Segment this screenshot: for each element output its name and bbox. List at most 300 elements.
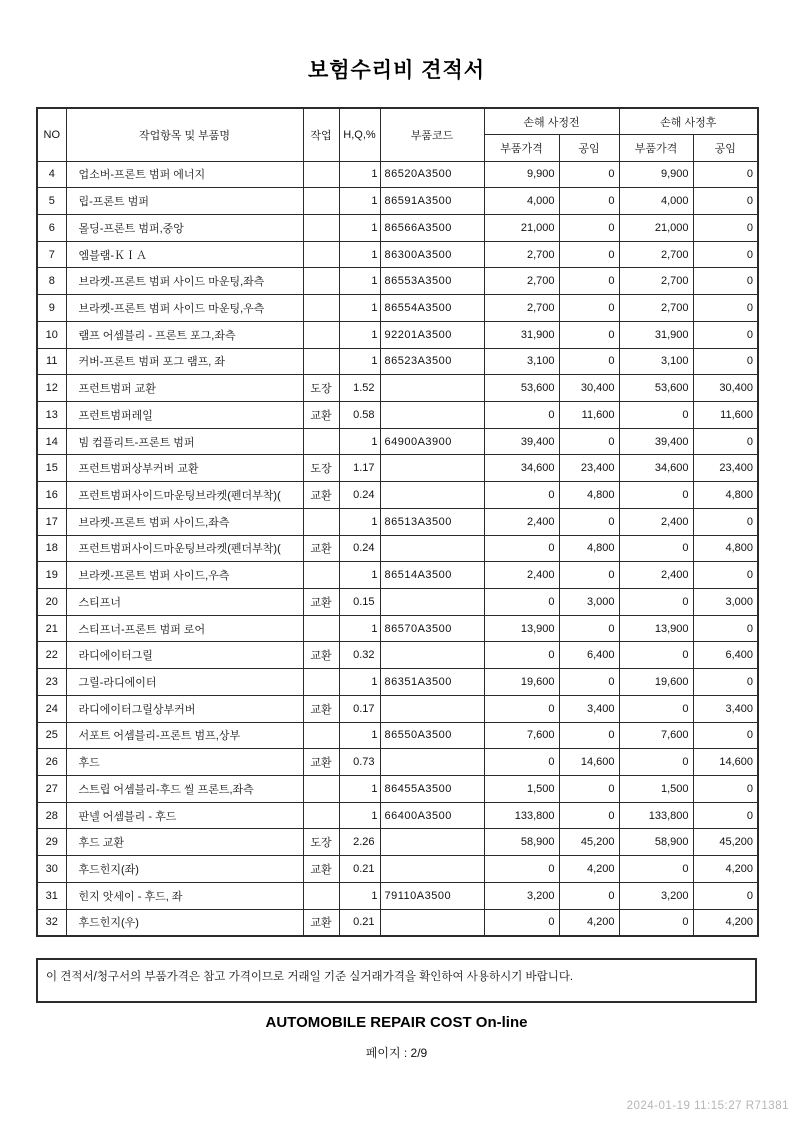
cell-item-name: 브라켓-프론트 범퍼 사이드,우측 xyxy=(66,562,303,589)
cell-post-labor: 6,400 xyxy=(693,642,758,669)
cell-part-code: 64900A3900 xyxy=(380,428,484,455)
cell-item-name: 그릴-라디에이터 xyxy=(66,669,303,696)
cell-post-part-price: 21,000 xyxy=(619,214,693,241)
cell-part-code xyxy=(380,455,484,482)
cell-post-part-price: 0 xyxy=(619,695,693,722)
cell-post-part-price: 39,400 xyxy=(619,428,693,455)
cell-pre-labor: 0 xyxy=(559,776,619,803)
cell-pre-labor: 0 xyxy=(559,188,619,215)
cell-pre-labor: 4,800 xyxy=(559,482,619,509)
cell-post-part-price: 2,400 xyxy=(619,562,693,589)
cell-post-part-price: 3,200 xyxy=(619,882,693,909)
cell-item-name: 스티프너 xyxy=(66,589,303,616)
col-header-post-labor: 공임 xyxy=(693,135,758,162)
cell-work-type xyxy=(303,321,339,348)
cell-work-type: 교환 xyxy=(303,749,339,776)
cell-part-code xyxy=(380,749,484,776)
cell-no: 25 xyxy=(37,722,66,749)
cell-hq-value: 1.52 xyxy=(339,375,380,402)
cell-post-labor: 11,600 xyxy=(693,401,758,428)
cell-hq-value: 1 xyxy=(339,615,380,642)
table-row xyxy=(37,268,758,295)
cell-post-part-price: 2,400 xyxy=(619,508,693,535)
cell-hq-value: 1 xyxy=(339,508,380,535)
cell-item-name: 엠블램-ＫＩＡ xyxy=(66,241,303,268)
cell-no: 9 xyxy=(37,295,66,322)
cell-work-type: 교환 xyxy=(303,401,339,428)
cell-hq-value: 0.21 xyxy=(339,856,380,883)
cell-post-labor: 4,800 xyxy=(693,482,758,509)
cell-pre-part-price: 2,400 xyxy=(484,508,559,535)
cell-post-labor: 0 xyxy=(693,348,758,375)
cell-item-name: 후드힌지(우) xyxy=(66,909,303,936)
cell-no: 5 xyxy=(37,188,66,215)
cell-part-code: 79110A3500 xyxy=(380,882,484,909)
cell-post-labor: 23,400 xyxy=(693,455,758,482)
cell-no: 21 xyxy=(37,615,66,642)
cell-work-type xyxy=(303,802,339,829)
col-header-no: NO xyxy=(37,108,66,161)
cell-post-labor: 45,200 xyxy=(693,829,758,856)
cell-hq-value: 1 xyxy=(339,241,380,268)
table-row xyxy=(37,695,758,722)
table-row xyxy=(37,188,758,215)
col-header-pre-assessment: 손해 사정전 xyxy=(484,108,619,135)
table-row xyxy=(37,214,758,241)
cell-pre-labor: 3,400 xyxy=(559,695,619,722)
cell-part-code: 86523A3500 xyxy=(380,348,484,375)
cell-pre-labor: 11,600 xyxy=(559,401,619,428)
cell-pre-labor: 30,400 xyxy=(559,375,619,402)
cell-hq-value: 1.17 xyxy=(339,455,380,482)
cell-post-labor: 0 xyxy=(693,295,758,322)
cell-pre-part-price: 3,100 xyxy=(484,348,559,375)
cell-no: 30 xyxy=(37,856,66,883)
cell-pre-labor: 3,000 xyxy=(559,589,619,616)
cell-hq-value: 1 xyxy=(339,776,380,803)
cell-post-labor: 0 xyxy=(693,669,758,696)
cell-post-part-price: 0 xyxy=(619,909,693,936)
cell-post-part-price: 4,000 xyxy=(619,188,693,215)
cell-work-type: 교환 xyxy=(303,856,339,883)
header-row-top xyxy=(37,108,758,135)
cell-post-labor: 0 xyxy=(693,188,758,215)
cell-pre-part-price: 19,600 xyxy=(484,669,559,696)
cell-item-name: 빔 컴플리트-프론트 범퍼 xyxy=(66,428,303,455)
cell-part-code: 86351A3500 xyxy=(380,669,484,696)
cell-part-code xyxy=(380,482,484,509)
cell-pre-part-price: 0 xyxy=(484,749,559,776)
cell-item-name: 스트립 어셈블리-후드 씰 프론트,좌측 xyxy=(66,776,303,803)
cell-pre-labor: 0 xyxy=(559,321,619,348)
cell-no: 26 xyxy=(37,749,66,776)
cell-no: 13 xyxy=(37,401,66,428)
table-row xyxy=(37,562,758,589)
cell-hq-value: 0.21 xyxy=(339,909,380,936)
cell-post-labor: 0 xyxy=(693,508,758,535)
cell-part-code xyxy=(380,535,484,562)
cell-hq-value: 1 xyxy=(339,268,380,295)
cell-item-name: 몰딩-프론트 범퍼,중앙 xyxy=(66,214,303,241)
cell-work-type: 교환 xyxy=(303,695,339,722)
cell-post-labor: 0 xyxy=(693,776,758,803)
cell-part-code: 86554A3500 xyxy=(380,295,484,322)
cell-no: 28 xyxy=(37,802,66,829)
table-row xyxy=(37,508,758,535)
cell-part-code: 86514A3500 xyxy=(380,562,484,589)
cell-item-name: 업소버-프론트 범퍼 에너지 xyxy=(66,161,303,188)
cell-pre-part-price: 13,900 xyxy=(484,615,559,642)
cell-part-code: 86300A3500 xyxy=(380,241,484,268)
page-number: 페이지 : 2/9 xyxy=(365,1046,428,1060)
cell-hq-value: 0.24 xyxy=(339,535,380,562)
cell-pre-labor: 0 xyxy=(559,508,619,535)
cell-pre-labor: 14,600 xyxy=(559,749,619,776)
cell-work-type: 교환 xyxy=(303,642,339,669)
cell-post-labor: 0 xyxy=(693,268,758,295)
table-row xyxy=(37,615,758,642)
cell-post-part-price: 58,900 xyxy=(619,829,693,856)
cell-pre-part-price: 1,500 xyxy=(484,776,559,803)
cell-hq-value: 1 xyxy=(339,428,380,455)
cell-part-code: 86553A3500 xyxy=(380,268,484,295)
table-row xyxy=(37,776,758,803)
table-row xyxy=(37,909,758,936)
cell-item-name: 라디에이터그릴상부커버 xyxy=(66,695,303,722)
cell-pre-part-price: 7,600 xyxy=(484,722,559,749)
cell-post-part-price: 0 xyxy=(619,589,693,616)
cell-pre-part-price: 133,800 xyxy=(484,802,559,829)
cell-work-type xyxy=(303,241,339,268)
cell-item-name: 램프 어셈블리 - 프론트 포그,좌측 xyxy=(66,321,303,348)
cell-no: 16 xyxy=(37,482,66,509)
cell-work-type: 도장 xyxy=(303,375,339,402)
cell-post-labor: 0 xyxy=(693,428,758,455)
cell-pre-part-price: 0 xyxy=(484,909,559,936)
cell-no: 7 xyxy=(37,241,66,268)
cell-hq-value: 1 xyxy=(339,161,380,188)
cell-no: 23 xyxy=(37,669,66,696)
cell-part-code xyxy=(380,695,484,722)
cell-post-part-price: 1,500 xyxy=(619,776,693,803)
cell-post-part-price: 0 xyxy=(619,535,693,562)
col-header-post-assessment: 손해 사정후 xyxy=(619,108,758,135)
cell-item-name: 커버-프론트 범퍼 포그 램프, 좌 xyxy=(66,348,303,375)
cell-pre-labor: 0 xyxy=(559,615,619,642)
cell-part-code: 92201A3500 xyxy=(380,321,484,348)
cell-pre-labor: 23,400 xyxy=(559,455,619,482)
cell-post-part-price: 9,900 xyxy=(619,161,693,188)
cell-part-code: 86513A3500 xyxy=(380,508,484,535)
cell-item-name: 힌지 앗세이 - 후드, 좌 xyxy=(66,882,303,909)
col-header-item-name: 작업항목 및 부품명 xyxy=(66,108,303,161)
cell-work-type xyxy=(303,295,339,322)
cell-post-labor: 0 xyxy=(693,615,758,642)
cell-pre-labor: 0 xyxy=(559,214,619,241)
col-header-post-part-price: 부품가격 xyxy=(619,135,693,162)
cell-hq-value: 1 xyxy=(339,802,380,829)
cell-no: 32 xyxy=(37,909,66,936)
cell-hq-value: 1 xyxy=(339,722,380,749)
cell-post-part-price: 19,600 xyxy=(619,669,693,696)
cell-post-labor: 0 xyxy=(693,882,758,909)
cell-no: 22 xyxy=(37,642,66,669)
cell-item-name: 립-프론트 범퍼 xyxy=(66,188,303,215)
cell-post-labor: 0 xyxy=(693,802,758,829)
cell-work-type xyxy=(303,428,339,455)
cell-no: 6 xyxy=(37,214,66,241)
cell-item-name: 후드힌지(좌) xyxy=(66,856,303,883)
table-row xyxy=(37,802,758,829)
table-row xyxy=(37,428,758,455)
cell-part-code xyxy=(380,589,484,616)
cell-work-type: 도장 xyxy=(303,829,339,856)
cell-work-type: 교환 xyxy=(303,535,339,562)
cell-item-name: 브라켓-프론트 범퍼 사이드 마운팅,좌측 xyxy=(66,268,303,295)
cell-part-code xyxy=(380,375,484,402)
cell-work-type: 도장 xyxy=(303,455,339,482)
cell-pre-labor: 0 xyxy=(559,268,619,295)
cell-no: 29 xyxy=(37,829,66,856)
cell-post-labor: 30,400 xyxy=(693,375,758,402)
col-header-pre-labor: 공임 xyxy=(559,135,619,162)
table-row xyxy=(37,856,758,883)
cell-no: 24 xyxy=(37,695,66,722)
cell-post-labor: 3,400 xyxy=(693,695,758,722)
table-row xyxy=(37,722,758,749)
cell-no: 18 xyxy=(37,535,66,562)
cell-pre-labor: 0 xyxy=(559,295,619,322)
table-row xyxy=(37,535,758,562)
table-row xyxy=(37,829,758,856)
page-title: 보험수리비 견적서 xyxy=(307,59,486,82)
cell-no: 11 xyxy=(37,348,66,375)
cell-hq-value: 0.58 xyxy=(339,401,380,428)
cell-no: 4 xyxy=(37,161,66,188)
cell-item-name: 브라켓-프론트 범퍼 사이드 마운팅,우측 xyxy=(66,295,303,322)
cell-part-code: 66400A3500 xyxy=(380,802,484,829)
cell-pre-part-price: 0 xyxy=(484,482,559,509)
cell-item-name: 프런트범퍼상부커버 교환 xyxy=(66,455,303,482)
cell-pre-labor: 0 xyxy=(559,802,619,829)
estimate-table xyxy=(36,107,759,937)
cell-no: 14 xyxy=(37,428,66,455)
cell-no: 20 xyxy=(37,589,66,616)
cell-work-type xyxy=(303,669,339,696)
cell-hq-value: 1 xyxy=(339,348,380,375)
cell-part-code: 86566A3500 xyxy=(380,214,484,241)
cell-pre-part-price: 0 xyxy=(484,695,559,722)
table-row xyxy=(37,882,758,909)
cell-part-code: 86520A3500 xyxy=(380,161,484,188)
cell-post-part-price: 3,100 xyxy=(619,348,693,375)
table-row xyxy=(37,482,758,509)
cell-pre-part-price: 0 xyxy=(484,535,559,562)
cell-post-labor: 0 xyxy=(693,241,758,268)
table-row xyxy=(37,161,758,188)
cell-work-type xyxy=(303,161,339,188)
cell-pre-part-price: 34,600 xyxy=(484,455,559,482)
cell-pre-part-price: 0 xyxy=(484,589,559,616)
cell-pre-labor: 4,800 xyxy=(559,535,619,562)
notice-text: 이 견적서/청구서의 부품가격은 참고 가격이므로 거래일 기준 실거래가격을 확인하여 사용하시기 바랍니다. xyxy=(46,971,574,983)
cell-pre-labor: 0 xyxy=(559,562,619,589)
cell-part-code: 86570A3500 xyxy=(380,615,484,642)
cell-item-name: 서포트 어셈블리-프론트 범프,상부 xyxy=(66,722,303,749)
cell-pre-part-price: 9,900 xyxy=(484,161,559,188)
table-row xyxy=(37,321,758,348)
cell-pre-labor: 6,400 xyxy=(559,642,619,669)
table-row xyxy=(37,455,758,482)
cell-post-part-price: 13,900 xyxy=(619,615,693,642)
cell-pre-part-price: 53,600 xyxy=(484,375,559,402)
table-row xyxy=(37,348,758,375)
cell-post-part-price: 0 xyxy=(619,642,693,669)
cell-post-labor: 0 xyxy=(693,321,758,348)
cell-work-type xyxy=(303,615,339,642)
cell-item-name: 라디에이터그릴 xyxy=(66,642,303,669)
col-header-part-code: 부품코드 xyxy=(380,108,484,161)
cell-pre-part-price: 21,000 xyxy=(484,214,559,241)
table-row xyxy=(37,295,758,322)
timestamp: 2024-01-19 11:15:27 R71381 xyxy=(626,1100,789,1112)
cell-hq-value: 0.32 xyxy=(339,642,380,669)
cell-item-name: 프런트범퍼사이드마운팅브라켓(펜더부착)( xyxy=(66,482,303,509)
cell-hq-value: 1 xyxy=(339,321,380,348)
cell-pre-labor: 4,200 xyxy=(559,909,619,936)
cell-post-part-price: 0 xyxy=(619,856,693,883)
cell-post-part-price: 0 xyxy=(619,482,693,509)
cell-work-type xyxy=(303,562,339,589)
cell-part-code xyxy=(380,909,484,936)
cell-pre-labor: 0 xyxy=(559,241,619,268)
cell-no: 10 xyxy=(37,321,66,348)
cell-hq-value: 1 xyxy=(339,882,380,909)
cell-post-part-price: 31,900 xyxy=(619,321,693,348)
cell-no: 12 xyxy=(37,375,66,402)
cell-pre-part-price: 39,400 xyxy=(484,428,559,455)
cell-post-part-price: 2,700 xyxy=(619,295,693,322)
cell-work-type xyxy=(303,776,339,803)
cell-part-code: 86591A3500 xyxy=(380,188,484,215)
cell-post-part-price: 34,600 xyxy=(619,455,693,482)
table-row xyxy=(37,669,758,696)
cell-pre-part-price: 2,700 xyxy=(484,268,559,295)
cell-work-type xyxy=(303,188,339,215)
cell-item-name: 프런트범퍼사이드마운팅브라켓(펜더부착)( xyxy=(66,535,303,562)
cell-post-labor: 0 xyxy=(693,214,758,241)
cell-hq-value: 1 xyxy=(339,214,380,241)
table-header xyxy=(37,108,758,161)
cell-hq-value: 1 xyxy=(339,562,380,589)
cell-pre-labor: 45,200 xyxy=(559,829,619,856)
cell-item-name: 판넬 어셈블리 - 후드 xyxy=(66,802,303,829)
cell-hq-value: 0.24 xyxy=(339,482,380,509)
cell-post-part-price: 2,700 xyxy=(619,268,693,295)
brand-title: AUTOMOBILE REPAIR COST On-line xyxy=(265,1014,528,1031)
cell-hq-value: 2.26 xyxy=(339,829,380,856)
cell-post-part-price: 0 xyxy=(619,749,693,776)
notice-box xyxy=(36,958,757,1003)
cell-post-part-price: 53,600 xyxy=(619,375,693,402)
cell-no: 8 xyxy=(37,268,66,295)
cell-post-labor: 0 xyxy=(693,722,758,749)
cell-pre-part-price: 0 xyxy=(484,401,559,428)
cell-item-name: 후드 교환 xyxy=(66,829,303,856)
cell-post-labor: 0 xyxy=(693,161,758,188)
table-row xyxy=(37,749,758,776)
cell-part-code xyxy=(380,856,484,883)
cell-pre-part-price: 3,200 xyxy=(484,882,559,909)
cell-work-type xyxy=(303,508,339,535)
cell-work-type xyxy=(303,268,339,295)
cell-part-code: 86550A3500 xyxy=(380,722,484,749)
cell-pre-part-price: 58,900 xyxy=(484,829,559,856)
cell-item-name: 스티프너-프론트 범퍼 로어 xyxy=(66,615,303,642)
table-row xyxy=(37,241,758,268)
cell-no: 31 xyxy=(37,882,66,909)
col-header-hq-percent: H,Q,% xyxy=(339,108,380,161)
cell-item-name: 프런트범퍼레일 xyxy=(66,401,303,428)
cell-post-part-price: 133,800 xyxy=(619,802,693,829)
cell-part-code xyxy=(380,401,484,428)
cell-post-part-price: 7,600 xyxy=(619,722,693,749)
cell-work-type xyxy=(303,882,339,909)
cell-no: 17 xyxy=(37,508,66,535)
cell-post-labor: 0 xyxy=(693,562,758,589)
cell-work-type xyxy=(303,722,339,749)
cell-pre-labor: 0 xyxy=(559,161,619,188)
cell-pre-labor: 0 xyxy=(559,348,619,375)
cell-hq-value: 0.15 xyxy=(339,589,380,616)
cell-post-labor: 4,200 xyxy=(693,909,758,936)
col-header-pre-part-price: 부품가격 xyxy=(484,135,559,162)
cell-pre-part-price: 4,000 xyxy=(484,188,559,215)
cell-no: 27 xyxy=(37,776,66,803)
cell-item-name: 후드 xyxy=(66,749,303,776)
table-row xyxy=(37,642,758,669)
cell-post-part-price: 0 xyxy=(619,401,693,428)
cell-hq-value: 1 xyxy=(339,295,380,322)
cell-work-type xyxy=(303,214,339,241)
table-row xyxy=(37,401,758,428)
cell-work-type xyxy=(303,348,339,375)
table-row xyxy=(37,375,758,402)
cell-no: 19 xyxy=(37,562,66,589)
cell-post-labor: 3,000 xyxy=(693,589,758,616)
cell-hq-value: 0.17 xyxy=(339,695,380,722)
cell-item-name: 브라켓-프론트 범퍼 사이드,좌측 xyxy=(66,508,303,535)
cell-pre-labor: 0 xyxy=(559,722,619,749)
cell-pre-labor: 0 xyxy=(559,669,619,696)
cell-post-labor: 4,800 xyxy=(693,535,758,562)
cell-pre-labor: 4,200 xyxy=(559,856,619,883)
cell-part-code: 86455A3500 xyxy=(380,776,484,803)
cell-part-code xyxy=(380,642,484,669)
cell-post-part-price: 2,700 xyxy=(619,241,693,268)
cell-pre-part-price: 2,400 xyxy=(484,562,559,589)
table-row xyxy=(37,589,758,616)
estimate-table-body xyxy=(37,161,758,936)
col-header-work-type: 작업 xyxy=(303,108,339,161)
cell-work-type: 교환 xyxy=(303,482,339,509)
cell-post-labor: 4,200 xyxy=(693,856,758,883)
cell-pre-part-price: 0 xyxy=(484,856,559,883)
cell-pre-part-price: 0 xyxy=(484,642,559,669)
cell-hq-value: 1 xyxy=(339,669,380,696)
cell-no: 15 xyxy=(37,455,66,482)
cell-pre-labor: 0 xyxy=(559,882,619,909)
